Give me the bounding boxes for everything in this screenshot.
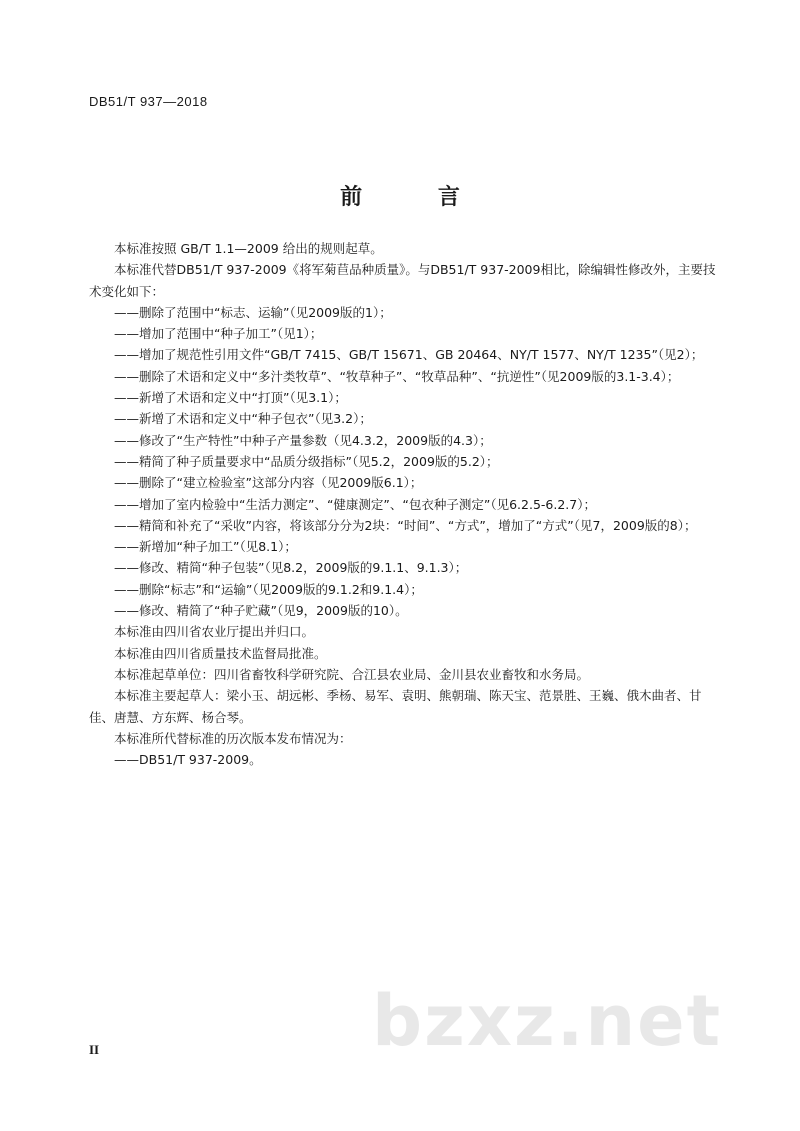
paragraph: 本标准主要起草人：梁小玉、胡远彬、季杨、易军、袁明、熊朝瑞、陈天宝、范景胜、王巍、俄木曲者、甘佳、唐慧、方东辉、杨合琴。 [89, 688, 702, 725]
page-number: II [89, 1042, 100, 1057]
list-item: ——增加了范围中“种子加工”（见1）； [114, 326, 323, 342]
foreword-body [89, 238, 717, 770]
list-item: ——增加了规范性引用文件“GB/T 7415、GB/T 15671、GB 20464、NY/T 1577、NY/T 1235”（见2）； [114, 347, 704, 363]
paragraph: 本标准代替DB51/T 937-2009《将军菊苣品种质量》。与DB51/T 937-2009相比，除编辑性修改外，主要技术变化如下： [89, 262, 716, 299]
list-item: ——删除“标志”和“运输”（见2009版的9.1.2和9.1.4）； [114, 581, 423, 597]
list-item: ——删除了术语和定义中“多汁类牧草”、“牧草种子”、“牧草品种”、“抗逆性”（见2009版的3.1-3.4）； [114, 368, 680, 384]
list-item: ——修改、精简“种子包装”（见8.2，2009版的9.1.1、9.1.3）； [114, 560, 468, 576]
list-item: ——精简了种子质量要求中“品质分级指标”（见5.2，2009版的5.2）； [114, 453, 499, 469]
watermark-logo: bzxz.net [372, 980, 723, 1062]
list-item: ——修改了“生产特性”中种子产量参数（见4.3.2，2009版的4.3）； [114, 432, 492, 448]
list-item: ——精简和补充了“采收”内容，将该部分分为2块：“时间”、“方式”，增加了“方式”（见7，2009版的8）； [114, 517, 697, 533]
paragraph: 本标准按照 GB/T 1.1—2009 给出的规则起草。 [114, 241, 383, 256]
paragraph: 本标准起草单位：四川省畜牧科学研究院、合江县农业局、金川县农业畜牧和水务局。 [114, 666, 590, 682]
list-item: ——新增了术语和定义中“种子包衣”（见3.2）； [114, 411, 372, 427]
section-title: 前 言 [340, 185, 494, 210]
list-item: ——删除了“建立检验室”这部分内容（见2009版6.1）； [114, 475, 423, 491]
paragraph: 本标准由四川省农业厅提出并归口。 [114, 624, 315, 640]
paragraph: 本标准由四川省质量技术监督局批准。 [114, 645, 327, 661]
list-item: ——DB51/T 937-2009。 [114, 752, 262, 768]
list-item: ——增加了室内检验中“生活力测定”、“健康测定”、“包衣种子测定”（见6.2.5-6.2.7）； [114, 496, 596, 512]
list-item: ——新增了术语和定义中“打顶”（见3.1）； [114, 390, 347, 406]
standard-code: DB51/T 937—2018 [89, 94, 208, 109]
list-item: ——删除了范围中“标志、运输”（见2009版的1）； [114, 304, 392, 320]
paragraph: 本标准所代替标准的历次版本发布情况为： [114, 730, 352, 746]
list-item: ——新增加“种子加工”（见8.1）； [114, 539, 297, 555]
list-item: ——修改、精简了“种子贮藏”（见9，2009版的10）。 [114, 603, 408, 619]
